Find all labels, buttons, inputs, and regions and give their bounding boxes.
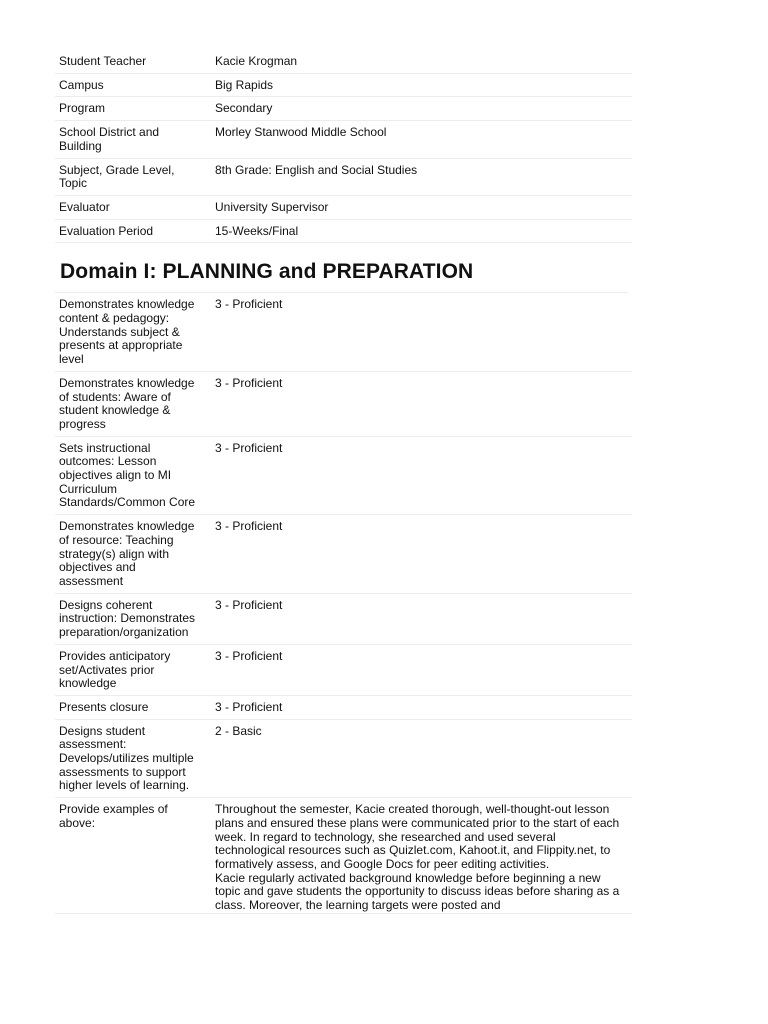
- row-label: Student Teacher: [55, 50, 207, 73]
- examples-paragraph: Kacie regularly activated background knowledge before beginning a new topic and gave students the opportunity to discuss ideas before sharing as a class. Moreover, the learning targets were posted and: [215, 870, 620, 913]
- row-value: Morley Stanwood Middle School: [207, 121, 632, 158]
- criterion-label: Designs coherent instruction: Demonstrates preparation/organization: [55, 593, 207, 644]
- criterion-label: Provides anticipatory set/Activates prior knowledge: [55, 644, 207, 695]
- criterion-rating: 3 - Proficient: [207, 644, 632, 695]
- row-label: Evaluator: [55, 195, 207, 219]
- criterion-rating: 3 - Proficient: [207, 695, 632, 719]
- table-row: [55, 195, 632, 219]
- row-value: Kacie Krogman: [207, 50, 632, 73]
- criterion-rating: 3 - Proficient: [207, 436, 632, 515]
- row-label: Subject, Grade Level, Topic: [55, 158, 207, 195]
- table-row: [55, 436, 632, 515]
- table-row: [55, 97, 632, 121]
- criterion-rating: 3 - Proficient: [207, 515, 632, 594]
- criterion-rating: 3 - Proficient: [207, 371, 632, 436]
- table-row: [55, 50, 632, 73]
- row-label: Program: [55, 97, 207, 121]
- examples-label: Provide examples of above:: [55, 798, 207, 914]
- row-label: Campus: [55, 73, 207, 97]
- criterion-label: Presents closure: [55, 695, 207, 719]
- row-label: Evaluation Period: [55, 219, 207, 243]
- criterion-label: Demonstrates knowledge of students: Aware of student knowledge & progress: [55, 371, 207, 436]
- domain-table: [55, 293, 632, 913]
- table-row: [55, 798, 632, 914]
- table-row: [55, 371, 632, 436]
- examples-text: [207, 798, 632, 914]
- info-table: [55, 50, 632, 243]
- table-row: [55, 719, 632, 798]
- row-label: School District and Building: [55, 121, 207, 158]
- table-row: [55, 121, 632, 158]
- criterion-label: Demonstrates knowledge of resource: Teaching strategy(s) align with objectives and assessment: [55, 515, 207, 594]
- table-row: [55, 293, 632, 371]
- row-value: Big Rapids: [207, 73, 632, 97]
- table-row: [55, 515, 632, 594]
- criterion-label: Designs student assessment: Develops/utilizes multiple assessments to support higher levels of learning.: [55, 719, 207, 798]
- table-row: [55, 593, 632, 644]
- row-value: 8th Grade: English and Social Studies: [207, 158, 632, 195]
- criterion-rating: 3 - Proficient: [207, 593, 632, 644]
- row-value: University Supervisor: [207, 195, 632, 219]
- table-row: [55, 158, 632, 195]
- row-value: Secondary: [207, 97, 632, 121]
- domain-heading: Domain I: PLANNING and PREPARATION: [55, 243, 628, 293]
- table-row: [55, 219, 632, 243]
- criterion-label: Sets instructional outcomes: Lesson objectives align to MI Curriculum Standards/Common Core: [55, 436, 207, 515]
- criterion-rating: 3 - Proficient: [207, 293, 632, 371]
- table-row: [55, 644, 632, 695]
- examples-paragraph: Throughout the semester, Kacie created thorough, well-thought-out lesson plans and ensured these plans were communicated prior to the start of each week. In regard to technology, she researched and used several technological resources such as Quizlet.com, Kahoot.it, and Flippity.net, to formatively assess, and Google Docs for peer editing activities.: [215, 802, 620, 871]
- table-row: [55, 695, 632, 719]
- criterion-label: Demonstrates knowledge content & pedagogy: Understands subject & presents at appropriate level: [55, 293, 207, 371]
- criterion-rating: 2 - Basic: [207, 719, 632, 798]
- row-value: 15-Weeks/Final: [207, 219, 632, 243]
- table-row: [55, 73, 632, 97]
